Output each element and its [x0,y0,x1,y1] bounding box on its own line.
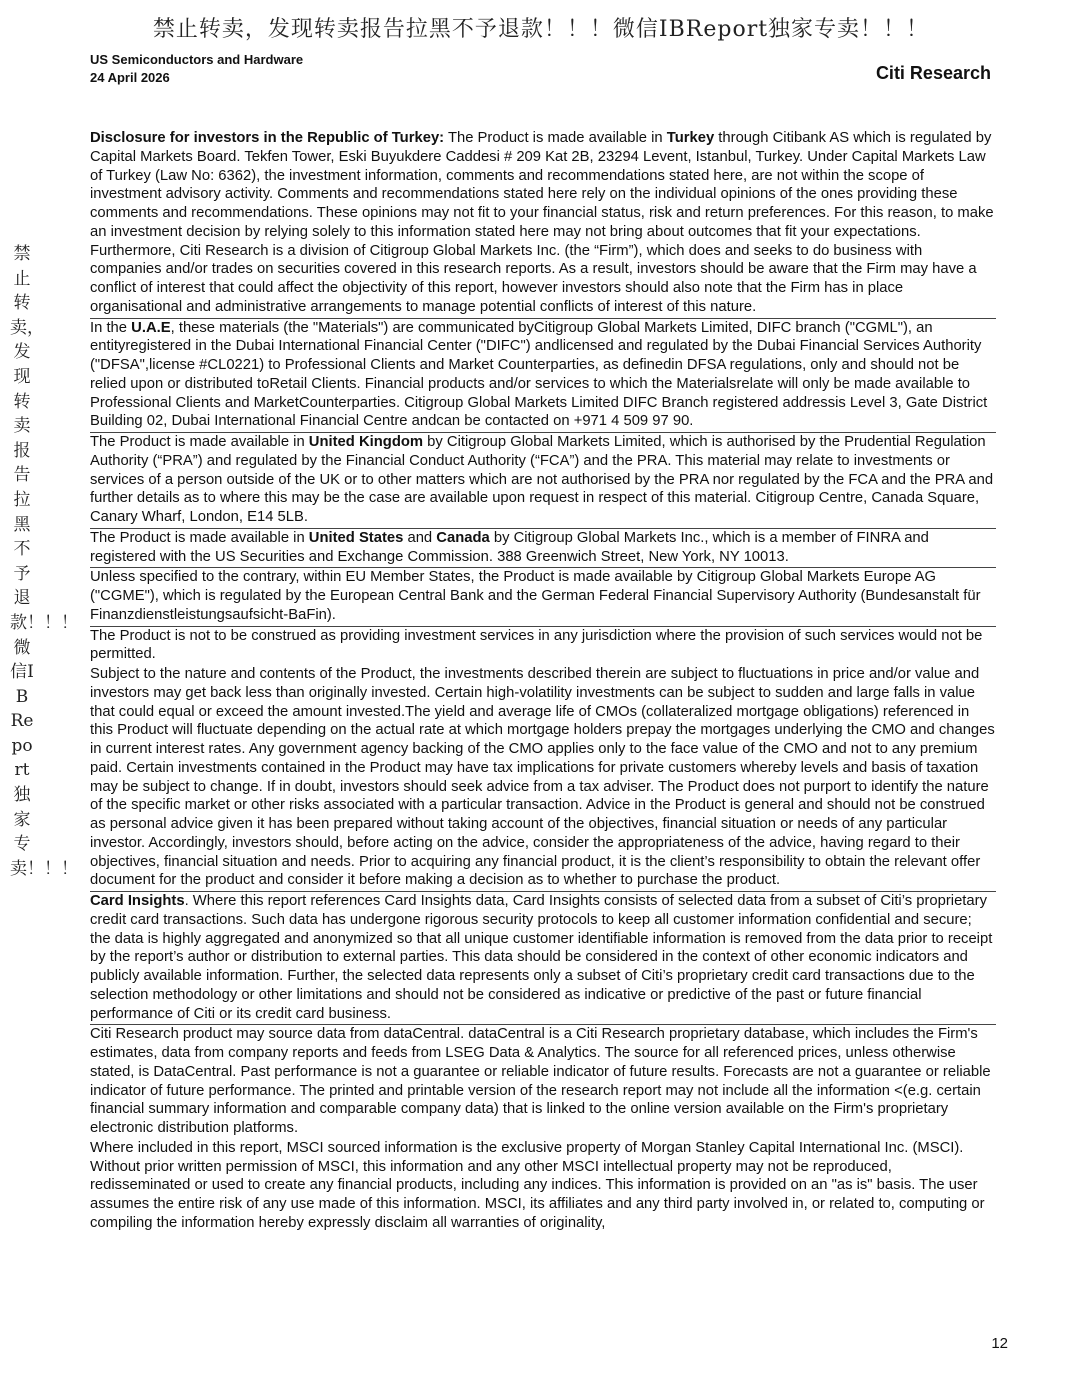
uk-bold: United Kingdom [308,434,424,450]
disclosure-eu: Unless specified to the contrary, within EU Member States, the Product is made available by Citigroup Global Markets Europe AG ("CGME"), which is regulated by the European Central Bank and the German Federal Financial Supervisory Authority (Bundesanstalt für Finanzdienstleistungsaufsicht-BaFin). [90,568,996,626]
watermark-vertical: 禁止转卖，发现转卖报告拉黑不予退款！！！微信IBReport独家专卖！！！ [10,244,78,879]
uae-text-1: In the [90,319,132,336]
brand-name: Citi Research [875,63,991,83]
sector-title: US Semiconductors and Hardware [90,52,304,67]
turkey-text-2: through Citibank AS which is regulated by Capital Markets Board. Tekfen Tower, Eski Buyukdere Caddesi # 209 Kat 2B, 23294 Levent, Istanbul, Turkey. Under Capital Markets Law of Turkey (Law No: 6362), the investment information, comments and recommendations stated here, are not within the scope of investment advisory activity. Comments and recommendations stated here rely on the individual opinions of the ones providing these comments and recommendations. These opinions may not fit to your financial status, risk and return preferences. For this reason, to make an investment decision by relying solely to this information stated here may not bring about outcomes that fit your expectations. Furthermore, Citi Research is a division of Citigroup Global Markets Inc. (the “Firm”), which does and seeks to do business with companies and/or trades on securities covered in this research reports. As a result, investors should be aware that the Firm may have a conflict of interest that could affect the objectivity of this report, however investors should also note that the Firm has in place organisational and administrative arrangements to manage potential conflicts of interest of this nature. [90,130,994,315]
disclosure-uae [90,319,996,434]
card-insights-lead: Card Insights [90,893,185,909]
disclosure-msci: Where included in this report, MSCI sourced information is the exclusive property of Morgan Stanley Capital International Inc. (MSCI). Without prior written permission of MSCI, this information and any other MSCI intellectual property may not be reproduced, redisseminated or used to create any financial products, including any indices. This information is provided on an "as is" basis. The user assumes the entire risk of any use made of this information. MSCI, its affiliates and any third party involved in, or related to, computing or compiling the information hereby expressly disclaim all warranties of originality, [90,1139,985,1231]
disclosure-datacentral: Citi Research product may source data from dataCentral. dataCentral is a Citi Research proprietary database, which includes the Firm's estimates, data from company reports and feeds from LSEG Data & Analytics. The source for all referenced prices, unless otherwise stated, is DataCentral. Past performance is not a guarantee or reliable indicator of future results. Forecasts are not a guarantee or reliable indicator of future performance. The printed and printable version of the research report may not include all the information <(e.g. certain financial summary information and comparable company data) that is linked to the online version available on the Firm's proprietary electronic distribution platforms. [90,1026,991,1136]
uk-text-1: The Product is made available in [90,434,309,450]
canada-bold: Canada [436,529,490,546]
disclosure-us-canada [90,529,996,569]
watermark-banner: 禁止转卖，发现转卖报告拉黑不予退款！！！微信IBReport独家专卖！！！ [152,17,930,42]
turkey-bold: Turkey [666,130,715,146]
disclosure-body [90,129,996,1234]
us-bold: United States [308,529,404,546]
turkey-text-1: The Product is made available in [444,130,667,146]
us-text-3: by Citigroup Global Markets Inc., which is a member of FINRA and registered with the US Securities and Exchange Commission. 388 Greenwich Street, New York, NY 10013. [90,529,929,565]
page-number: 12 [991,1335,1008,1352]
report-date: 24 April 2026 [90,70,170,85]
us-text-1: The Product is made available in [90,529,309,546]
uae-text-2: , these materials (the "Materials") are communicated byCitigroup Global Markets Limited, DIFC branch ("CGML"), an entityregistered in the Dubai International Financial Center ("DIFC") andlicensed and regulated by the Dubai Financial Services Authority ("DFSA",license #CL0221) to Professional Clients and Market Counterparties, as definedin DFSA regulations, only and should not be relied upon or distributed toRetail Clients. Financial products and/or services to which the Materialsrelate will only be made available to Professional Clients and MarketCounterparties. Citigroup Global Markets Limited DIFC Branch registered addressis Level 3, Gate District Building 02, Dubai International Financial Centre andcan be contacted on +971 4 509 97 90. [90,319,988,430]
uk-text-2: by Citigroup Global Markets Limited, which is authorised by the Prudential Regulation Authority (“PRA”) and regulated by the Financial Conduct Authority (“FCA”) and the PRA. This material may relate to investments or services of a person outside of the UK or to other matters which are not authorised by the PRA nor regulated by the FCA and the PRA and further details as to where this may be the case are available upon request in respect of this material. Citigroup Centre, Canada Square, Canary Wharf, London, E14 5LB. [90,434,994,525]
report-header [90,51,303,87]
turkey-lead: Disclosure for investors in the Republic of Turkey: [90,130,445,146]
disclosure-turkey [90,129,996,319]
disclosure-risk: Subject to the nature and contents of the Product, the investments described therein are subject to fluctuations in price and/or value and investors may get back less than originally invested. Certain high-volatility investments can be subject to sudden and large falls in value that could equal or exceed the amount invested.The yield and average life of CMOs (collateralized mortgage obligations) referenced in this Product will fluctuate depending on the actual rate at which mortgage holders prepay the mortgages underlying the CMO and changes in current interest rates. Any government agency backing of the CMO applies only to the face value of the CMO and not to any premium paid. Certain investments contained in the Product may have tax implications for private customers whereby levels and basis of taxation may be subject to change. If in doubt, investors should seek advice from a tax adviser. The Product does not purport to identify the nature of the specific market or other risks associated with a particular transaction. Advice in the Product is general and should not be construed as personal advice given it has been prepared without taking account of the objectives, financial situation or needs of any particular investor. Accordingly, investors should, before acting on the advice, consider the appropriateness of the advice, having regard to their objectives, financial situation and needs. Prior to acquiring any financial product, it is the client’s responsibility to obtain the relevant offer document for the product and consider it before making a decision as to whether to purchase the product. [90,665,996,892]
card-insights-text: . Where this report references Card Insights data, Card Insights consists of selected data from a subset of Citi’s proprietary credit card transactions. Such data has undergone rigorous security protocols to keep all customer information confidential and secure; the data is highly aggregated and anonymized so that all unique customer identifiable information is removed from the data prior to receipt by the report’s author or distribution to external parties. This data should be considered in the context of other economic indicators and publicly available information. Further, the selected data represents only a subset of Citi’s proprietary credit card transactions due to the selection methodology or other limitations and should not be considered as indicative or predictive of the past or future financial performance of Citi or its credit card business. [90,893,993,1022]
disclosure-card-insights [90,892,996,1025]
disclosure-uk [90,433,996,529]
disclosure-jurisdiction: The Product is not to be construed as providing investment services in any jurisdiction where the provision of such services would not be permitted. [90,627,983,663]
us-text-2: and [403,529,437,546]
uae-bold: U.A.E [131,319,171,336]
